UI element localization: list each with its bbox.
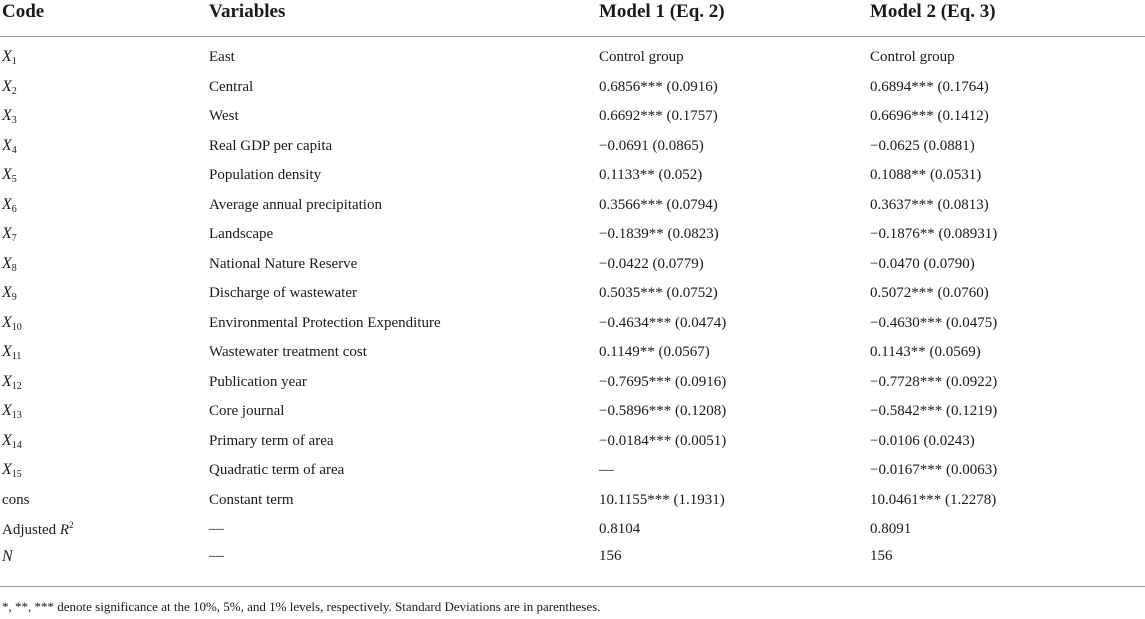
- code-subscript: 13: [11, 410, 22, 422]
- code-variable: X: [2, 284, 12, 302]
- table-row: [0, 191, 1145, 221]
- cell-code: [0, 515, 207, 545]
- cell-code: [0, 397, 207, 427]
- table-row: [0, 73, 1145, 103]
- code-superscript: 2: [69, 520, 74, 531]
- code-variable: X: [2, 77, 12, 95]
- cell-model1: −0.0184*** (0.0051): [599, 432, 727, 449]
- cell-model2: 156: [868, 545, 1145, 587]
- code-subscript: 8: [11, 262, 17, 274]
- cell-code: [0, 368, 207, 398]
- table-row: [0, 338, 1145, 368]
- code-subscript: 15: [11, 469, 22, 481]
- header-row: [0, 0, 1145, 37]
- cell-model1: Control group: [599, 49, 684, 66]
- cell-model1: −0.5896*** (0.1208): [599, 403, 727, 420]
- cell-model2: Control group: [870, 49, 955, 66]
- cell-variable: Environmental Protection Expenditure: [209, 314, 441, 331]
- header-model1-label: Model 1 (Eq. 2): [599, 1, 725, 22]
- code-subscript: 14: [11, 439, 22, 451]
- cell-code: [0, 220, 207, 250]
- table-row: [0, 427, 1145, 457]
- table-row-cons: [0, 486, 1145, 516]
- cell-code: [0, 191, 207, 221]
- cell-variable: National Nature Reserve: [209, 255, 358, 272]
- cell-code: [0, 73, 207, 103]
- cell-variable: Core journal: [209, 403, 285, 420]
- cell-model2: −0.0167*** (0.0063): [870, 462, 998, 479]
- cell-variable: West: [209, 108, 239, 125]
- table-row: [0, 456, 1145, 486]
- cell-model2: 0.3637*** (0.0813): [870, 196, 989, 213]
- cell-variable: East: [209, 49, 235, 66]
- cell-code: [0, 102, 207, 132]
- cell-model2: −0.4630*** (0.0475): [870, 314, 998, 331]
- code-subscript: 1: [11, 56, 17, 68]
- code-variable: X: [2, 343, 12, 361]
- code-variable: R: [59, 522, 70, 539]
- code-subscript: 2: [11, 85, 17, 97]
- cell-model1: −0.1839** (0.0823): [599, 226, 719, 243]
- code-variable: X: [2, 195, 12, 213]
- cell-variable: Landscape: [209, 226, 274, 243]
- code-subscript: 11: [11, 351, 22, 363]
- cell-model2: −0.0470 (0.0790): [870, 255, 975, 272]
- cell-model1: 0.1149** (0.0567): [599, 344, 710, 361]
- cell-variable: —: [209, 521, 224, 538]
- cell-code: [0, 427, 207, 457]
- cell-model2: 0.5072*** (0.0760): [870, 285, 989, 302]
- code-variable: X: [2, 48, 12, 66]
- table-row: [0, 368, 1145, 398]
- header-code: [0, 0, 207, 37]
- cell-model2: −0.7728*** (0.0922): [870, 373, 998, 390]
- cell-model1: 0.8104: [599, 521, 641, 538]
- code-subscript: 6: [11, 203, 17, 215]
- code-subscript: 10: [11, 321, 22, 333]
- cell-variable: Quadratic term of area: [209, 462, 345, 479]
- code-prefix: Adjusted: [2, 522, 60, 539]
- cell-variable: Central: [209, 78, 254, 95]
- header-code-label: Code: [2, 1, 45, 22]
- header-variables-label: Variables: [209, 1, 286, 22]
- cell-variable: Average annual precipitation: [209, 196, 382, 213]
- cell-code: [0, 279, 207, 309]
- table-row: [0, 37, 1145, 73]
- cell-model1: −0.0422 (0.0779): [599, 255, 704, 272]
- cell-code: N: [0, 545, 207, 587]
- cell-model1: 0.6692*** (0.1757): [599, 108, 718, 125]
- cell-variable: Constant term: [209, 491, 294, 508]
- cell-model2: 10.0461*** (1.2278): [870, 491, 997, 508]
- code-subscript: 7: [11, 233, 17, 245]
- code-subscript: 3: [11, 115, 17, 127]
- cell-variable: Publication year: [209, 373, 307, 390]
- header-variables: [207, 0, 597, 37]
- table-row: [0, 309, 1145, 339]
- cell-model1: 0.3566*** (0.0794): [599, 196, 718, 213]
- code-variable: X: [2, 136, 12, 154]
- table-row: [0, 132, 1145, 162]
- code-variable: X: [2, 254, 12, 272]
- cell-model1: 156: [597, 545, 868, 587]
- cell-code: [0, 161, 207, 191]
- cell-model1: 0.1133** (0.052): [599, 167, 703, 184]
- cell-code: [0, 456, 207, 486]
- code-variable: X: [2, 107, 12, 125]
- cell-code: [0, 37, 207, 73]
- table-row: [0, 397, 1145, 427]
- table-body: [0, 37, 1145, 587]
- cell-variable: Real GDP per capita: [209, 137, 333, 154]
- table-row: [0, 279, 1145, 309]
- table-row: [0, 102, 1145, 132]
- cell-model1: −0.0691 (0.0865): [599, 137, 704, 154]
- cell-model2: 0.1088** (0.0531): [870, 167, 982, 184]
- header-model1: [597, 0, 868, 37]
- cell-model2: 0.8091: [870, 521, 912, 538]
- cell-model1: 0.5035*** (0.0752): [599, 285, 718, 302]
- cell-variable: —: [207, 545, 597, 587]
- cell-model2: −0.1876** (0.08931): [870, 226, 998, 243]
- table-footnote: *, **, *** denote significance at the 10%, 5%, and 1% levels, respectively. Standard Deviations are in parentheses.: [2, 599, 601, 614]
- cell-variable: Population density: [209, 167, 322, 184]
- cell-code: cons: [2, 491, 30, 508]
- table-header: [0, 0, 1145, 37]
- cell-code: [0, 338, 207, 368]
- header-model2: [868, 0, 1145, 37]
- code-subscript: 12: [11, 380, 22, 392]
- cell-variable: Primary term of area: [209, 432, 334, 449]
- table-row: [0, 250, 1145, 280]
- code-subscript: 5: [11, 174, 17, 186]
- cell-model1: −0.4634*** (0.0474): [599, 314, 727, 331]
- cell-model2: 0.1143** (0.0569): [870, 344, 981, 361]
- code-variable: X: [2, 431, 12, 449]
- header-model2-label: Model 2 (Eq. 3): [870, 1, 996, 22]
- code-subscript: 4: [11, 144, 17, 156]
- code-variable: X: [2, 461, 12, 479]
- code-variable: X: [2, 166, 12, 184]
- code-variable: X: [2, 402, 12, 420]
- cell-model2: −0.0106 (0.0243): [870, 432, 975, 449]
- cell-model1: −0.7695*** (0.0916): [599, 373, 727, 390]
- cell-variable: Discharge of wastewater: [209, 285, 357, 302]
- cell-model2: −0.5842*** (0.1219): [870, 403, 998, 420]
- cell-model2: 0.6894*** (0.1764): [870, 78, 989, 95]
- table-row-n: [0, 545, 1145, 587]
- code-variable: X: [2, 225, 12, 243]
- cell-code: [0, 132, 207, 162]
- code-variable: X: [2, 313, 12, 331]
- code-subscript: 9: [11, 292, 17, 304]
- cell-variable: Wastewater treatment cost: [209, 344, 367, 361]
- table-row: [0, 220, 1145, 250]
- table-row: [0, 161, 1145, 191]
- cell-model1: —: [599, 462, 614, 479]
- cell-model1: 0.6856*** (0.0916): [599, 78, 718, 95]
- cell-code: [0, 250, 207, 280]
- cell-code: [0, 309, 207, 339]
- table-row-adjusted-r2: [0, 515, 1145, 545]
- cell-model2: −0.0625 (0.0881): [870, 137, 975, 154]
- cell-model1: 10.1155*** (1.1931): [599, 491, 725, 508]
- code-variable: X: [2, 372, 12, 390]
- cell-model2: 0.6696*** (0.1412): [870, 108, 989, 125]
